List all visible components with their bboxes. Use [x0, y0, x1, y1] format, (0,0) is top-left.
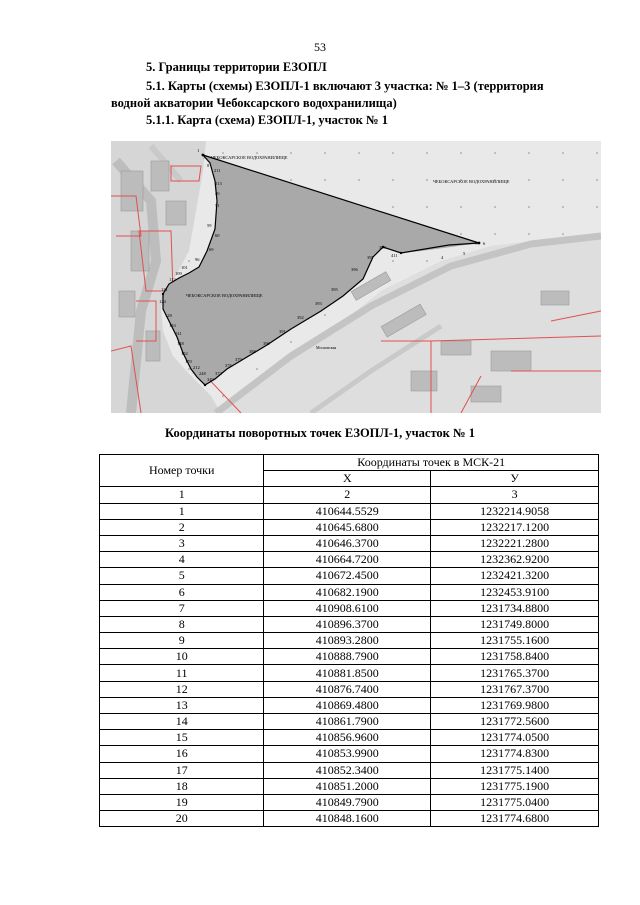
point-number-cell: 6	[100, 584, 264, 600]
site-map	[111, 141, 601, 413]
y-cell: 1232421.3200	[431, 568, 599, 584]
y-cell: 1231775.1900	[431, 778, 599, 794]
y-cell: 1232214.9058	[431, 503, 599, 519]
y-cell: 1231775.1400	[431, 762, 599, 778]
point-label: 170	[185, 359, 192, 364]
x-cell: 410645.6800	[264, 519, 431, 535]
point-label: 349	[207, 377, 214, 382]
table-row	[100, 600, 599, 616]
point-label: 40	[215, 191, 220, 196]
y-cell: 1231734.8800	[431, 600, 599, 616]
table-row	[100, 762, 599, 778]
y-cell: 1232217.1200	[431, 519, 599, 535]
point-label: 60	[215, 233, 220, 238]
point-label: 373	[215, 371, 222, 376]
y-cell: 1232221.2800	[431, 535, 599, 551]
table-row	[100, 552, 599, 568]
point-number-cell: 4	[100, 552, 264, 568]
point-number-cell: 18	[100, 778, 264, 794]
x-cell: 410908.6100	[264, 600, 431, 616]
map-title: 5.1.1. Карта (схема) ЕЗОПЛ-1, участок № 1	[146, 113, 388, 127]
point-number-cell: 19	[100, 794, 264, 810]
point-number-cell: 8	[100, 616, 264, 632]
header-coords-group: Координаты точек в МСК-21	[264, 455, 599, 471]
x-cell: 410861.7900	[264, 714, 431, 730]
point-number-cell: 11	[100, 665, 264, 681]
point-label: 248	[199, 371, 206, 376]
point-label: 8	[207, 163, 210, 168]
point-label: 379	[235, 357, 242, 362]
street-label: Московская	[316, 345, 337, 350]
y-cell: 1231767.3700	[431, 681, 599, 697]
point-label: 148	[177, 341, 184, 346]
point-number-cell: 15	[100, 730, 264, 746]
header-point-number: Номер точки	[100, 455, 264, 487]
x-cell: 410646.3700	[264, 535, 431, 551]
point-label: 388	[249, 349, 256, 354]
point-label: 4	[441, 255, 444, 260]
x-cell: 410869.4800	[264, 697, 431, 713]
x-cell: 410888.7900	[264, 649, 431, 665]
table-row	[100, 665, 599, 681]
y-cell: 1231758.8400	[431, 649, 599, 665]
point-label: 399	[379, 245, 386, 250]
point-number-cell: 9	[100, 633, 264, 649]
table-row	[100, 584, 599, 600]
point-label: 5	[463, 251, 466, 256]
point-number-cell: 14	[100, 714, 264, 730]
point-label: 376	[225, 363, 232, 368]
subsection-heading-line1: 5.1. Карты (схемы) ЕЗОПЛ-1 включают 3 участка: № 1–3 (территория	[146, 79, 544, 93]
table-body	[100, 503, 599, 827]
point-label: 213	[215, 181, 222, 186]
table-row	[100, 649, 599, 665]
point-label: 212	[193, 365, 200, 370]
point-label: 133	[169, 323, 176, 328]
point-label: 152	[181, 351, 188, 356]
table-row	[100, 730, 599, 746]
table-row	[100, 811, 599, 827]
point-number-cell: 16	[100, 746, 264, 762]
point-label: 96	[195, 257, 200, 262]
point-label: 112	[169, 277, 176, 282]
y-cell: 1231772.5600	[431, 714, 599, 730]
index-cell-1: 1	[100, 487, 264, 503]
point-label: 109	[175, 271, 182, 276]
point-number-cell: 2	[100, 519, 264, 535]
point-label: 121	[161, 287, 168, 292]
x-cell: 410856.9600	[264, 730, 431, 746]
point-number-cell: 5	[100, 568, 264, 584]
y-cell: 1232453.9100	[431, 584, 599, 600]
x-cell: 410896.3700	[264, 616, 431, 632]
y-cell: 1232362.9200	[431, 552, 599, 568]
x-cell: 410664.7200	[264, 552, 431, 568]
x-cell: 410893.2800	[264, 633, 431, 649]
table-row	[100, 714, 599, 730]
point-number-cell: 3	[100, 535, 264, 551]
x-cell: 410849.7900	[264, 794, 431, 810]
table-row	[100, 778, 599, 794]
y-cell: 1231774.6800	[431, 811, 599, 827]
point-label: 124	[159, 299, 166, 304]
point-number-cell: 1	[100, 503, 264, 519]
point-label: 390	[263, 341, 270, 346]
point-number-cell: 12	[100, 681, 264, 697]
reservoir-label-center: ЧЕБОКСАРСКОЕ ВОДОХРАНИЛИЩЕ	[186, 293, 263, 298]
y-cell: 1231774.8300	[431, 746, 599, 762]
table-row	[100, 746, 599, 762]
x-cell: 410672.4500	[264, 568, 431, 584]
point-label: 392	[297, 315, 304, 320]
point-label: 59	[207, 223, 212, 228]
point-number-cell: 10	[100, 649, 264, 665]
page-number: 53	[314, 40, 326, 54]
point-number-cell: 13	[100, 697, 264, 713]
reservoir-label-top: ЧЕБОКСАРСКОЕ ВОДОХРАНИЛИЩЕ	[211, 155, 288, 160]
point-number-cell: 17	[100, 762, 264, 778]
point-label: 128	[165, 313, 172, 318]
table-row	[100, 568, 599, 584]
y-cell: 1231769.9800	[431, 697, 599, 713]
table-row	[100, 697, 599, 713]
point-label: 395	[331, 287, 338, 292]
table-row	[100, 616, 599, 632]
x-cell: 410644.5529	[264, 503, 431, 519]
point-label: 396	[351, 267, 358, 272]
table-row	[100, 633, 599, 649]
point-label: 1	[197, 148, 200, 153]
index-cell-2: 2	[264, 487, 431, 503]
y-cell: 1231775.0400	[431, 794, 599, 810]
header-y: У	[431, 471, 599, 487]
table-caption: Координаты поворотных точек ЕЗОПЛ-1, участок № 1	[165, 426, 475, 440]
point-label: 411	[391, 253, 398, 258]
header-x: Х	[264, 471, 431, 487]
index-cell-3: 3	[431, 487, 599, 503]
x-cell: 410852.3400	[264, 762, 431, 778]
point-number-cell: 7	[100, 600, 264, 616]
reservoir-label-right: ЧЕБОКСАРСКОЕ ВОДОХРАНИЛИЩЕ	[433, 179, 510, 184]
table-row	[100, 535, 599, 551]
x-cell: 410848.1600	[264, 811, 431, 827]
y-cell: 1231749.8000	[431, 616, 599, 632]
point-label: 101	[181, 265, 188, 270]
point-label: 6	[483, 241, 486, 246]
subsection-heading-line2: водной акватории Чебоксарского водохранилища)	[111, 96, 397, 110]
point-label: 69	[209, 247, 214, 252]
table-row	[100, 519, 599, 535]
point-number-cell: 20	[100, 811, 264, 827]
point-label: 7	[203, 155, 206, 160]
point-label: 141	[175, 331, 182, 336]
y-cell: 1231765.3700	[431, 665, 599, 681]
table-row	[100, 794, 599, 810]
point-label: 397	[367, 255, 374, 260]
x-cell: 410876.7400	[264, 681, 431, 697]
x-cell: 410881.8500	[264, 665, 431, 681]
y-cell: 1231755.1600	[431, 633, 599, 649]
table-row	[100, 681, 599, 697]
point-label: 393	[315, 301, 322, 306]
coordinates-table	[99, 454, 599, 827]
table-row	[100, 503, 599, 519]
x-cell: 410851.2000	[264, 778, 431, 794]
y-cell: 1231774.0500	[431, 730, 599, 746]
point-label: 211	[214, 168, 221, 173]
point-label: 51	[215, 203, 220, 208]
x-cell: 410853.9900	[264, 746, 431, 762]
section-heading: 5. Границы территории ЕЗОПЛ	[146, 60, 327, 74]
x-cell: 410682.1900	[264, 584, 431, 600]
point-label: 391	[279, 329, 286, 334]
